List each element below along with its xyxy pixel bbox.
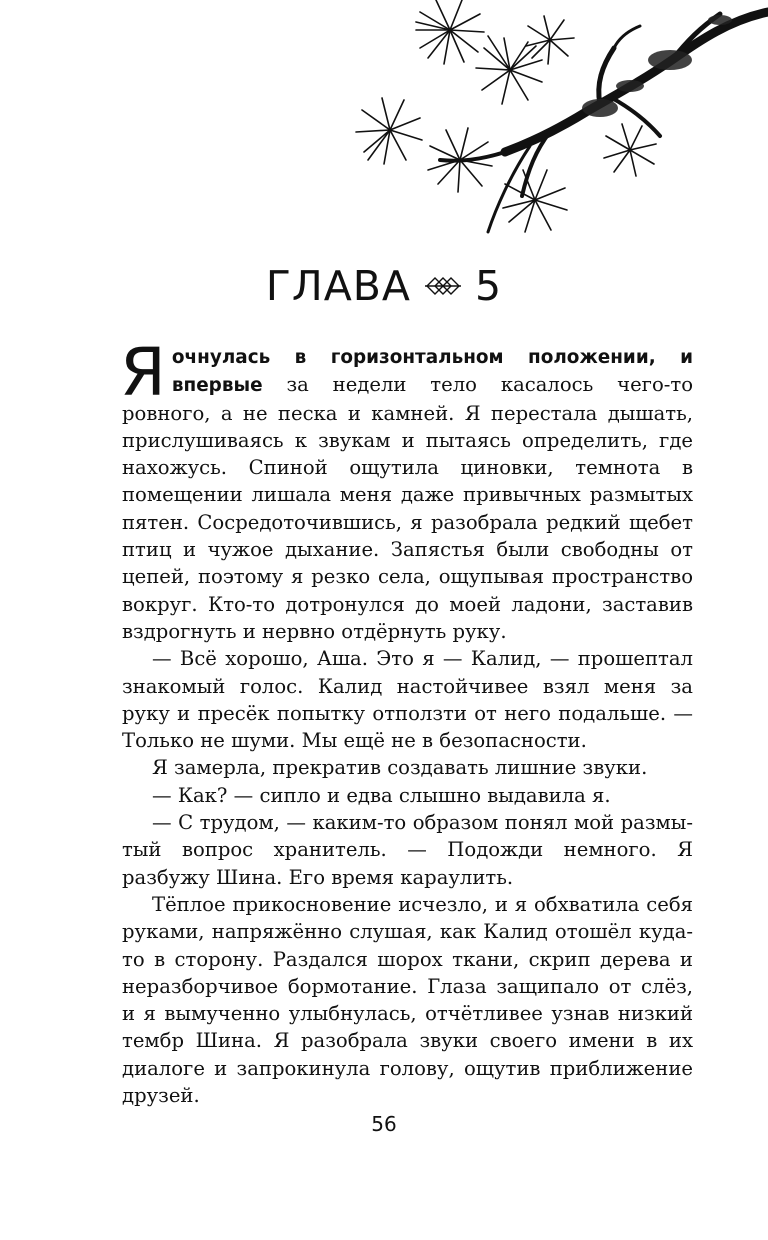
paragraph: — Всё хорошо, Аша. Это я — Калид, — прошептал знакомый голос. Калид настойчивее взял меня за руку и пресёк попытку отползти от него подальше. — Только не шуми. Мы ещё не в безопасности. (122, 647, 693, 753)
opening-paragraph-text: за недели тело касалось чего-то ровного, а не песка и камней. Я перестала дышать, прислушиваясь к звукам и пытаясь определить, где нахожусь. Спиной ощутила циновки, темнота в помещении лишала меня даже привычных размытых пятен. Сосредоточившись, я разобрала редкий щебет птиц и чужое дыхание. Запястья были свободны от цепей, поэтому я резко села, ощупывая пространство вокруг. Кто-то дотронулся до моей ладони, заставив вздрогнуть и нервно отдёрнуть руку. (122, 373, 693, 643)
paragraph: Я замерла, прекратив создавать лишние звуки. (152, 756, 648, 780)
chapter-label: ГЛАВА (265, 262, 411, 310)
page-number: 56 (371, 1112, 397, 1136)
pine-branch-illustration (300, 0, 768, 250)
chapter-heading (0, 258, 768, 314)
paragraph: — Как? — сипло и едва слышно выдавила я. (152, 783, 611, 807)
opening-paragraph (120, 334, 693, 645)
drop-cap: Я (120, 334, 166, 411)
chapter-number: 5 (474, 262, 503, 310)
chapter-body (120, 334, 693, 1109)
paragraph: — С трудом, — каким-то образом понял мой размытый вопрос хранитель. — Подожди немного. Я разбужу Шина. Его время караулить. (122, 811, 693, 889)
celtic-knot-icon (425, 276, 461, 296)
paragraph: Тёплое прикосновение исчезло, и я обхватила себя руками, напряжённо слушая, как Калид отошёл куда-то в сторону. Раздался шорох ткани, скрип дерева и неразборчивое бормотание. Глаза защипало от слёз, и я вымученно улыбнулась, отчётливее узнав низкий тембр Шина. Я разобрала звуки своего имени в их диалоге и запрокинула голову, ощутив приближение друзей. (122, 892, 693, 1108)
lead-in-text: очнулась в горизонтальном положении, и впервые (171, 347, 693, 397)
